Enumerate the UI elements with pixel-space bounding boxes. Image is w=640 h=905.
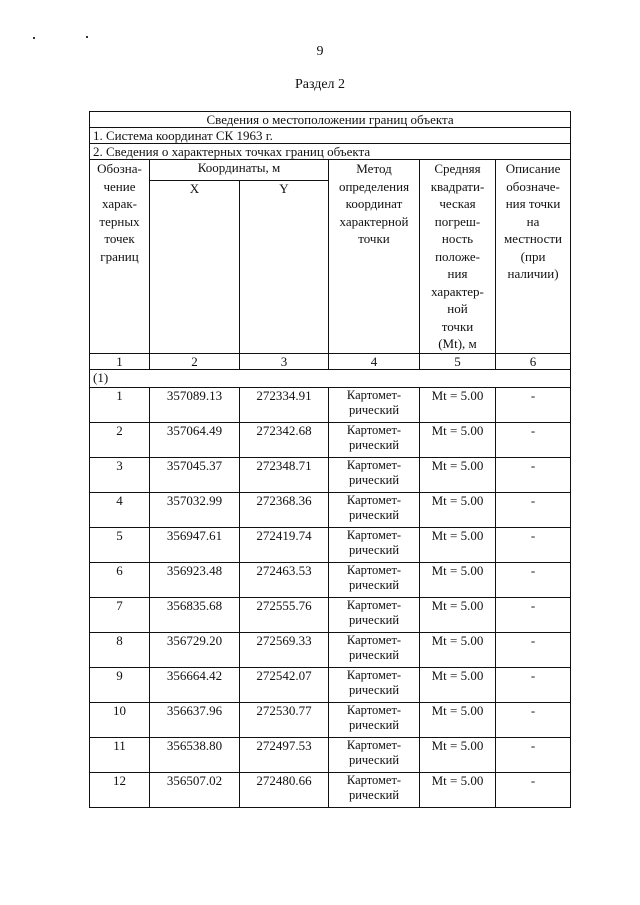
description: - bbox=[496, 562, 571, 597]
coord-x: 356729.20 bbox=[150, 632, 240, 667]
method-line: рический bbox=[348, 787, 400, 802]
column-number: 3 bbox=[240, 353, 329, 369]
point-number: 11 bbox=[90, 737, 150, 772]
coord-x: 356923.48 bbox=[150, 562, 240, 597]
method-line: Картомет- bbox=[346, 562, 402, 577]
point-number: 10 bbox=[90, 702, 150, 737]
coord-x: 356538.80 bbox=[150, 737, 240, 772]
coord-x: 356947.61 bbox=[150, 527, 240, 562]
header-coordinates: Координаты, м bbox=[150, 160, 329, 181]
method bbox=[329, 457, 420, 492]
method-line: рический bbox=[348, 437, 400, 452]
header-method bbox=[329, 160, 420, 354]
header-line: ность bbox=[441, 231, 474, 246]
mt-value: Mt = 5.00 bbox=[420, 772, 496, 807]
method-line: Картомет- bbox=[346, 527, 402, 542]
method-line: Картомет- bbox=[346, 422, 402, 437]
method-line: Картомет- bbox=[346, 632, 402, 647]
mt-value: Mt = 5.00 bbox=[420, 422, 496, 457]
coord-y: 272480.66 bbox=[240, 772, 329, 807]
table-row bbox=[90, 527, 571, 562]
coord-x: 357045.37 bbox=[150, 457, 240, 492]
column-number: 4 bbox=[329, 353, 420, 369]
method-line: Картомет- bbox=[346, 457, 402, 472]
mt-value: Mt = 5.00 bbox=[420, 527, 496, 562]
method-line: Картомет- bbox=[346, 387, 402, 402]
coord-x: 357064.49 bbox=[150, 422, 240, 457]
table-row bbox=[90, 702, 571, 737]
header-line: Описание bbox=[505, 161, 561, 176]
table-row bbox=[90, 632, 571, 667]
header-line: положе- bbox=[435, 248, 480, 264]
header-line: точек bbox=[104, 231, 135, 246]
point-number: 1 bbox=[90, 387, 150, 422]
table-row bbox=[90, 387, 571, 422]
description: - bbox=[496, 422, 571, 457]
point-number: 2 bbox=[90, 422, 150, 457]
method-line: Картомет- bbox=[346, 702, 402, 717]
header-line: ния точки bbox=[505, 196, 561, 211]
contour-group-label: (1) bbox=[90, 369, 571, 387]
point-number: 4 bbox=[90, 492, 150, 527]
table-row bbox=[90, 562, 571, 597]
method-line: рический bbox=[348, 752, 400, 767]
header-line: характерной bbox=[339, 213, 409, 229]
coord-x: 356507.02 bbox=[150, 772, 240, 807]
header-lines bbox=[332, 160, 416, 248]
method bbox=[329, 632, 420, 667]
header-line: погреш- bbox=[434, 213, 481, 229]
method-line: Картомет- bbox=[346, 737, 402, 752]
method bbox=[329, 772, 420, 807]
description: - bbox=[496, 772, 571, 807]
table-row bbox=[90, 457, 571, 492]
method bbox=[329, 387, 420, 422]
method-line: рический bbox=[348, 577, 400, 592]
coord-x: 357089.13 bbox=[150, 387, 240, 422]
column-number-row bbox=[90, 353, 571, 369]
header-line: ния bbox=[447, 266, 468, 281]
column-number: 2 bbox=[150, 353, 240, 369]
mt-value: Mt = 5.00 bbox=[420, 737, 496, 772]
coord-x: 356664.42 bbox=[150, 667, 240, 702]
header-line: Обозна- bbox=[97, 161, 142, 176]
header-line: (при bbox=[520, 248, 546, 264]
header-line: наличии) bbox=[507, 266, 559, 281]
header-line: терных bbox=[99, 213, 140, 229]
table-row bbox=[90, 492, 571, 527]
coord-x: 356835.68 bbox=[150, 597, 240, 632]
method-line: рический bbox=[348, 612, 400, 627]
method bbox=[329, 422, 420, 457]
coord-x: 356637.96 bbox=[150, 702, 240, 737]
mt-value: Mt = 5.00 bbox=[420, 492, 496, 527]
table-row bbox=[90, 737, 571, 772]
header-line: ной bbox=[447, 301, 468, 316]
point-number: 12 bbox=[90, 772, 150, 807]
header-line: харак- bbox=[101, 196, 137, 211]
mt-value: Mt = 5.00 bbox=[420, 597, 496, 632]
method-line: Картомет- bbox=[346, 597, 402, 612]
method-line: рический bbox=[348, 647, 400, 662]
coord-y: 272368.36 bbox=[240, 492, 329, 527]
coord-system-label: 1. Система координат СК 1963 г. bbox=[90, 128, 571, 144]
header-line: Средняя bbox=[434, 161, 481, 176]
method-line: рический bbox=[348, 717, 400, 732]
header-line: координат bbox=[345, 196, 403, 211]
coord-y: 272530.77 bbox=[240, 702, 329, 737]
header-line: характер- bbox=[431, 283, 484, 299]
point-number: 9 bbox=[90, 667, 150, 702]
method bbox=[329, 667, 420, 702]
mt-value: Mt = 5.00 bbox=[420, 457, 496, 492]
coord-y: 272342.68 bbox=[240, 422, 329, 457]
header-line: границ bbox=[100, 248, 139, 264]
description: - bbox=[496, 527, 571, 562]
method-line: рический bbox=[348, 542, 400, 557]
description: - bbox=[496, 597, 571, 632]
mt-value: Mt = 5.00 bbox=[420, 562, 496, 597]
method bbox=[329, 527, 420, 562]
coord-y: 272555.76 bbox=[240, 597, 329, 632]
table-row bbox=[90, 772, 571, 807]
header-line: ческая bbox=[439, 196, 476, 211]
header-line: на bbox=[526, 213, 540, 229]
method-line: рический bbox=[348, 507, 400, 522]
point-number: 3 bbox=[90, 457, 150, 492]
header-line: точки bbox=[358, 231, 390, 246]
coord-y: 272542.07 bbox=[240, 667, 329, 702]
method bbox=[329, 492, 420, 527]
point-number: 6 bbox=[90, 562, 150, 597]
method-line: Картомет- bbox=[346, 667, 402, 682]
boundary-points-table bbox=[89, 111, 571, 808]
scan-speck bbox=[33, 37, 35, 39]
header-x: X bbox=[150, 180, 240, 353]
scan-speck bbox=[86, 36, 88, 38]
column-number: 5 bbox=[420, 353, 496, 369]
page-number: 9 bbox=[316, 44, 324, 59]
description: - bbox=[496, 387, 571, 422]
header-line: (Mt), м bbox=[438, 336, 477, 351]
method-line: рический bbox=[348, 402, 400, 417]
method bbox=[329, 737, 420, 772]
mt-value: Mt = 5.00 bbox=[420, 702, 496, 737]
header-mean-square-error bbox=[420, 160, 496, 354]
point-number: 7 bbox=[90, 597, 150, 632]
column-number: 6 bbox=[496, 353, 571, 369]
point-number: 5 bbox=[90, 527, 150, 562]
header-line: точки bbox=[441, 318, 474, 334]
coord-y: 272348.71 bbox=[240, 457, 329, 492]
coord-y: 272334.91 bbox=[240, 387, 329, 422]
points-section-label: 2. Сведения о характерных точках границ объекта bbox=[90, 144, 571, 160]
header-line: чение bbox=[103, 178, 136, 194]
method bbox=[329, 702, 420, 737]
section-title: Раздел 2 bbox=[294, 77, 346, 92]
method bbox=[329, 597, 420, 632]
method-line: Картомет- bbox=[346, 772, 402, 787]
header-lines bbox=[499, 160, 567, 283]
header-line: Метод bbox=[356, 161, 392, 176]
description: - bbox=[496, 457, 571, 492]
header-line: квадрати- bbox=[430, 178, 485, 194]
description: - bbox=[496, 702, 571, 737]
header-point-designation bbox=[90, 160, 150, 354]
mt-value: Mt = 5.00 bbox=[420, 387, 496, 422]
coord-y: 272419.74 bbox=[240, 527, 329, 562]
header-line: определения bbox=[338, 178, 410, 194]
header-line: обозначе- bbox=[506, 178, 560, 194]
table-row bbox=[90, 667, 571, 702]
method bbox=[329, 562, 420, 597]
header-lines bbox=[423, 160, 492, 353]
method-line: рический bbox=[348, 472, 400, 487]
method-line: рический bbox=[348, 682, 400, 697]
header-description bbox=[496, 160, 571, 354]
description: - bbox=[496, 632, 571, 667]
table-title: Сведения о местоположении границ объекта bbox=[90, 112, 571, 128]
description: - bbox=[496, 667, 571, 702]
coord-y: 272497.53 bbox=[240, 737, 329, 772]
point-number: 8 bbox=[90, 632, 150, 667]
header-line: местности bbox=[504, 231, 563, 246]
method-line: Картомет- bbox=[346, 492, 402, 507]
table-row bbox=[90, 422, 571, 457]
column-number: 1 bbox=[90, 353, 150, 369]
mt-value: Mt = 5.00 bbox=[420, 632, 496, 667]
coord-y: 272463.53 bbox=[240, 562, 329, 597]
header-lines bbox=[93, 160, 146, 265]
coord-x: 357032.99 bbox=[150, 492, 240, 527]
table-row bbox=[90, 597, 571, 632]
header-y: Y bbox=[240, 180, 329, 353]
description: - bbox=[496, 492, 571, 527]
mt-value: Mt = 5.00 bbox=[420, 667, 496, 702]
coord-y: 272569.33 bbox=[240, 632, 329, 667]
description: - bbox=[496, 737, 571, 772]
